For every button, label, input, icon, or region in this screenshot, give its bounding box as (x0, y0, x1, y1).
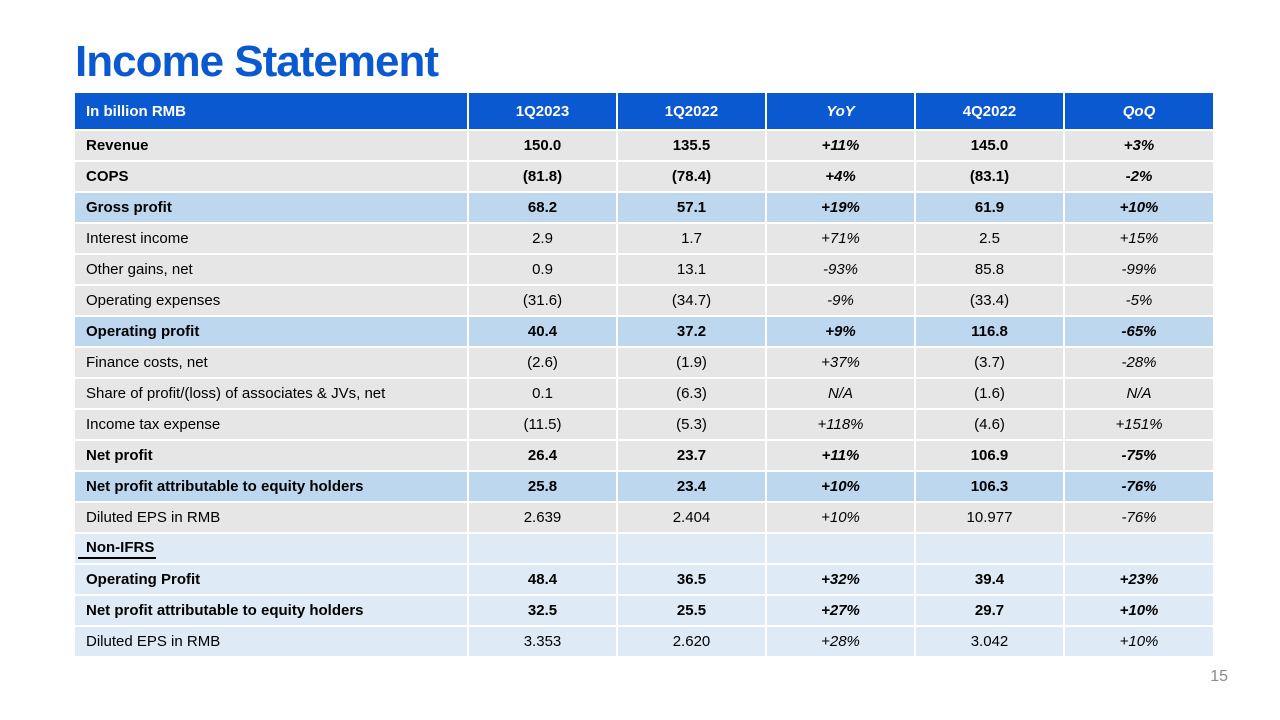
cell-1q2022: 1.7 (618, 222, 767, 253)
cell-qoq: -65% (1065, 315, 1213, 346)
cell-yoy: -9% (767, 284, 916, 315)
cell-1q2023: 68.2 (469, 191, 618, 222)
column-header-yoy: YoY (767, 93, 916, 129)
cell-1q2022: (6.3) (618, 377, 767, 408)
cell-yoy: +71% (767, 222, 916, 253)
cell-yoy: +11% (767, 439, 916, 470)
row-label: Operating expenses (75, 284, 469, 315)
cell-1q2022: 2.404 (618, 501, 767, 532)
cell-yoy: +19% (767, 191, 916, 222)
cell-qoq: +10% (1065, 594, 1213, 625)
row-label: Net profit attributable to equity holders (75, 594, 469, 625)
cell-qoq: -2% (1065, 160, 1213, 191)
row-label: COPS (75, 160, 469, 191)
column-header-qoq: QoQ (1065, 93, 1213, 129)
cell-yoy: +32% (767, 563, 916, 594)
cell-qoq: +3% (1065, 129, 1213, 160)
cell-1q2023: 2.9 (469, 222, 618, 253)
cell-qoq: -28% (1065, 346, 1213, 377)
cell-qoq: -75% (1065, 439, 1213, 470)
table-row (75, 191, 1213, 222)
cell-yoy: +9% (767, 315, 916, 346)
table-row (75, 625, 1213, 656)
cell-4q2022: 3.042 (916, 625, 1065, 656)
cell-4q2022: 85.8 (916, 253, 1065, 284)
cell-yoy: +10% (767, 470, 916, 501)
cell-1q2022 (618, 532, 767, 563)
table-row (75, 253, 1213, 284)
table-row (75, 594, 1213, 625)
cell-1q2023: (11.5) (469, 408, 618, 439)
table-row (75, 377, 1213, 408)
cell-1q2023: 26.4 (469, 439, 618, 470)
table-row (75, 563, 1213, 594)
income-statement-table (75, 93, 1213, 656)
cell-1q2022: 23.4 (618, 470, 767, 501)
cell-qoq: +15% (1065, 222, 1213, 253)
cell-yoy: N/A (767, 377, 916, 408)
cell-1q2023: (31.6) (469, 284, 618, 315)
cell-1q2023: 48.4 (469, 563, 618, 594)
cell-4q2022: 39.4 (916, 563, 1065, 594)
cell-4q2022: (1.6) (916, 377, 1065, 408)
row-label: Income tax expense (75, 408, 469, 439)
cell-1q2022: (34.7) (618, 284, 767, 315)
cell-1q2022: 36.5 (618, 563, 767, 594)
cell-qoq: +10% (1065, 191, 1213, 222)
row-label: Net profit (75, 439, 469, 470)
cell-qoq: N/A (1065, 377, 1213, 408)
cell-1q2022: (78.4) (618, 160, 767, 191)
cell-qoq: -99% (1065, 253, 1213, 284)
cell-yoy (767, 532, 916, 563)
cell-4q2022: 10.977 (916, 501, 1065, 532)
cell-yoy: +11% (767, 129, 916, 160)
row-label: Interest income (75, 222, 469, 253)
cell-qoq: +151% (1065, 408, 1213, 439)
cell-1q2023: (81.8) (469, 160, 618, 191)
cell-yoy: +28% (767, 625, 916, 656)
cell-4q2022: 106.3 (916, 470, 1065, 501)
row-label: Operating Profit (75, 563, 469, 594)
row-label: Gross profit (75, 191, 469, 222)
page-title: Income Statement (75, 37, 438, 86)
cell-4q2022: (4.6) (916, 408, 1065, 439)
cell-4q2022: 116.8 (916, 315, 1065, 346)
table-row (75, 439, 1213, 470)
cell-yoy: +37% (767, 346, 916, 377)
table-body (75, 129, 1213, 656)
row-label: Other gains, net (75, 253, 469, 284)
cell-1q2023: 2.639 (469, 501, 618, 532)
table-row (75, 160, 1213, 191)
table-row (75, 222, 1213, 253)
cell-1q2022: (5.3) (618, 408, 767, 439)
table-row (75, 346, 1213, 377)
table-row (75, 408, 1213, 439)
cell-qoq: -76% (1065, 501, 1213, 532)
row-label: Revenue (75, 129, 469, 160)
section-header-label: Non-IFRS (78, 539, 156, 559)
table-row (75, 470, 1213, 501)
row-label: Diluted EPS in RMB (75, 625, 469, 656)
table-row (75, 501, 1213, 532)
cell-4q2022: (33.4) (916, 284, 1065, 315)
cell-qoq: +10% (1065, 625, 1213, 656)
cell-1q2023: 25.8 (469, 470, 618, 501)
cell-4q2022: 61.9 (916, 191, 1065, 222)
cell-yoy: +10% (767, 501, 916, 532)
row-label: Operating profit (75, 315, 469, 346)
cell-4q2022: (3.7) (916, 346, 1065, 377)
cell-4q2022: 145.0 (916, 129, 1065, 160)
row-label: Diluted EPS in RMB (75, 501, 469, 532)
cell-yoy: +4% (767, 160, 916, 191)
cell-yoy: +118% (767, 408, 916, 439)
table-row (75, 129, 1213, 160)
column-header-1q2022: 1Q2022 (618, 93, 767, 129)
cell-1q2023 (469, 532, 618, 563)
cell-1q2022: (1.9) (618, 346, 767, 377)
cell-qoq: -5% (1065, 284, 1213, 315)
table-row (75, 532, 1213, 563)
cell-4q2022: 2.5 (916, 222, 1065, 253)
cell-1q2022: 135.5 (618, 129, 767, 160)
cell-1q2022: 13.1 (618, 253, 767, 284)
table-header-row (75, 93, 1213, 129)
cell-1q2023: 150.0 (469, 129, 618, 160)
row-label: Finance costs, net (75, 346, 469, 377)
cell-1q2022: 23.7 (618, 439, 767, 470)
row-label (75, 532, 469, 563)
cell-1q2023: 3.353 (469, 625, 618, 656)
table-row (75, 315, 1213, 346)
cell-yoy: +27% (767, 594, 916, 625)
cell-1q2023: 32.5 (469, 594, 618, 625)
cell-1q2022: 57.1 (618, 191, 767, 222)
cell-1q2022: 2.620 (618, 625, 767, 656)
column-header-4q2022: 4Q2022 (916, 93, 1065, 129)
cell-1q2023: 0.1 (469, 377, 618, 408)
cell-qoq (1065, 532, 1213, 563)
cell-yoy: -93% (767, 253, 916, 284)
cell-1q2023: (2.6) (469, 346, 618, 377)
table-row (75, 284, 1213, 315)
column-header-unit: In billion RMB (75, 93, 469, 129)
row-label: Share of profit/(loss) of associates & JVs, net (75, 377, 469, 408)
page-number: 15 (1210, 668, 1228, 685)
cell-1q2023: 0.9 (469, 253, 618, 284)
cell-4q2022: 29.7 (916, 594, 1065, 625)
cell-4q2022: 106.9 (916, 439, 1065, 470)
column-header-1q2023: 1Q2023 (469, 93, 618, 129)
cell-4q2022 (916, 532, 1065, 563)
row-label: Net profit attributable to equity holders (75, 470, 469, 501)
cell-1q2022: 37.2 (618, 315, 767, 346)
cell-qoq: +23% (1065, 563, 1213, 594)
cell-4q2022: (83.1) (916, 160, 1065, 191)
cell-1q2023: 40.4 (469, 315, 618, 346)
cell-qoq: -76% (1065, 470, 1213, 501)
cell-1q2022: 25.5 (618, 594, 767, 625)
